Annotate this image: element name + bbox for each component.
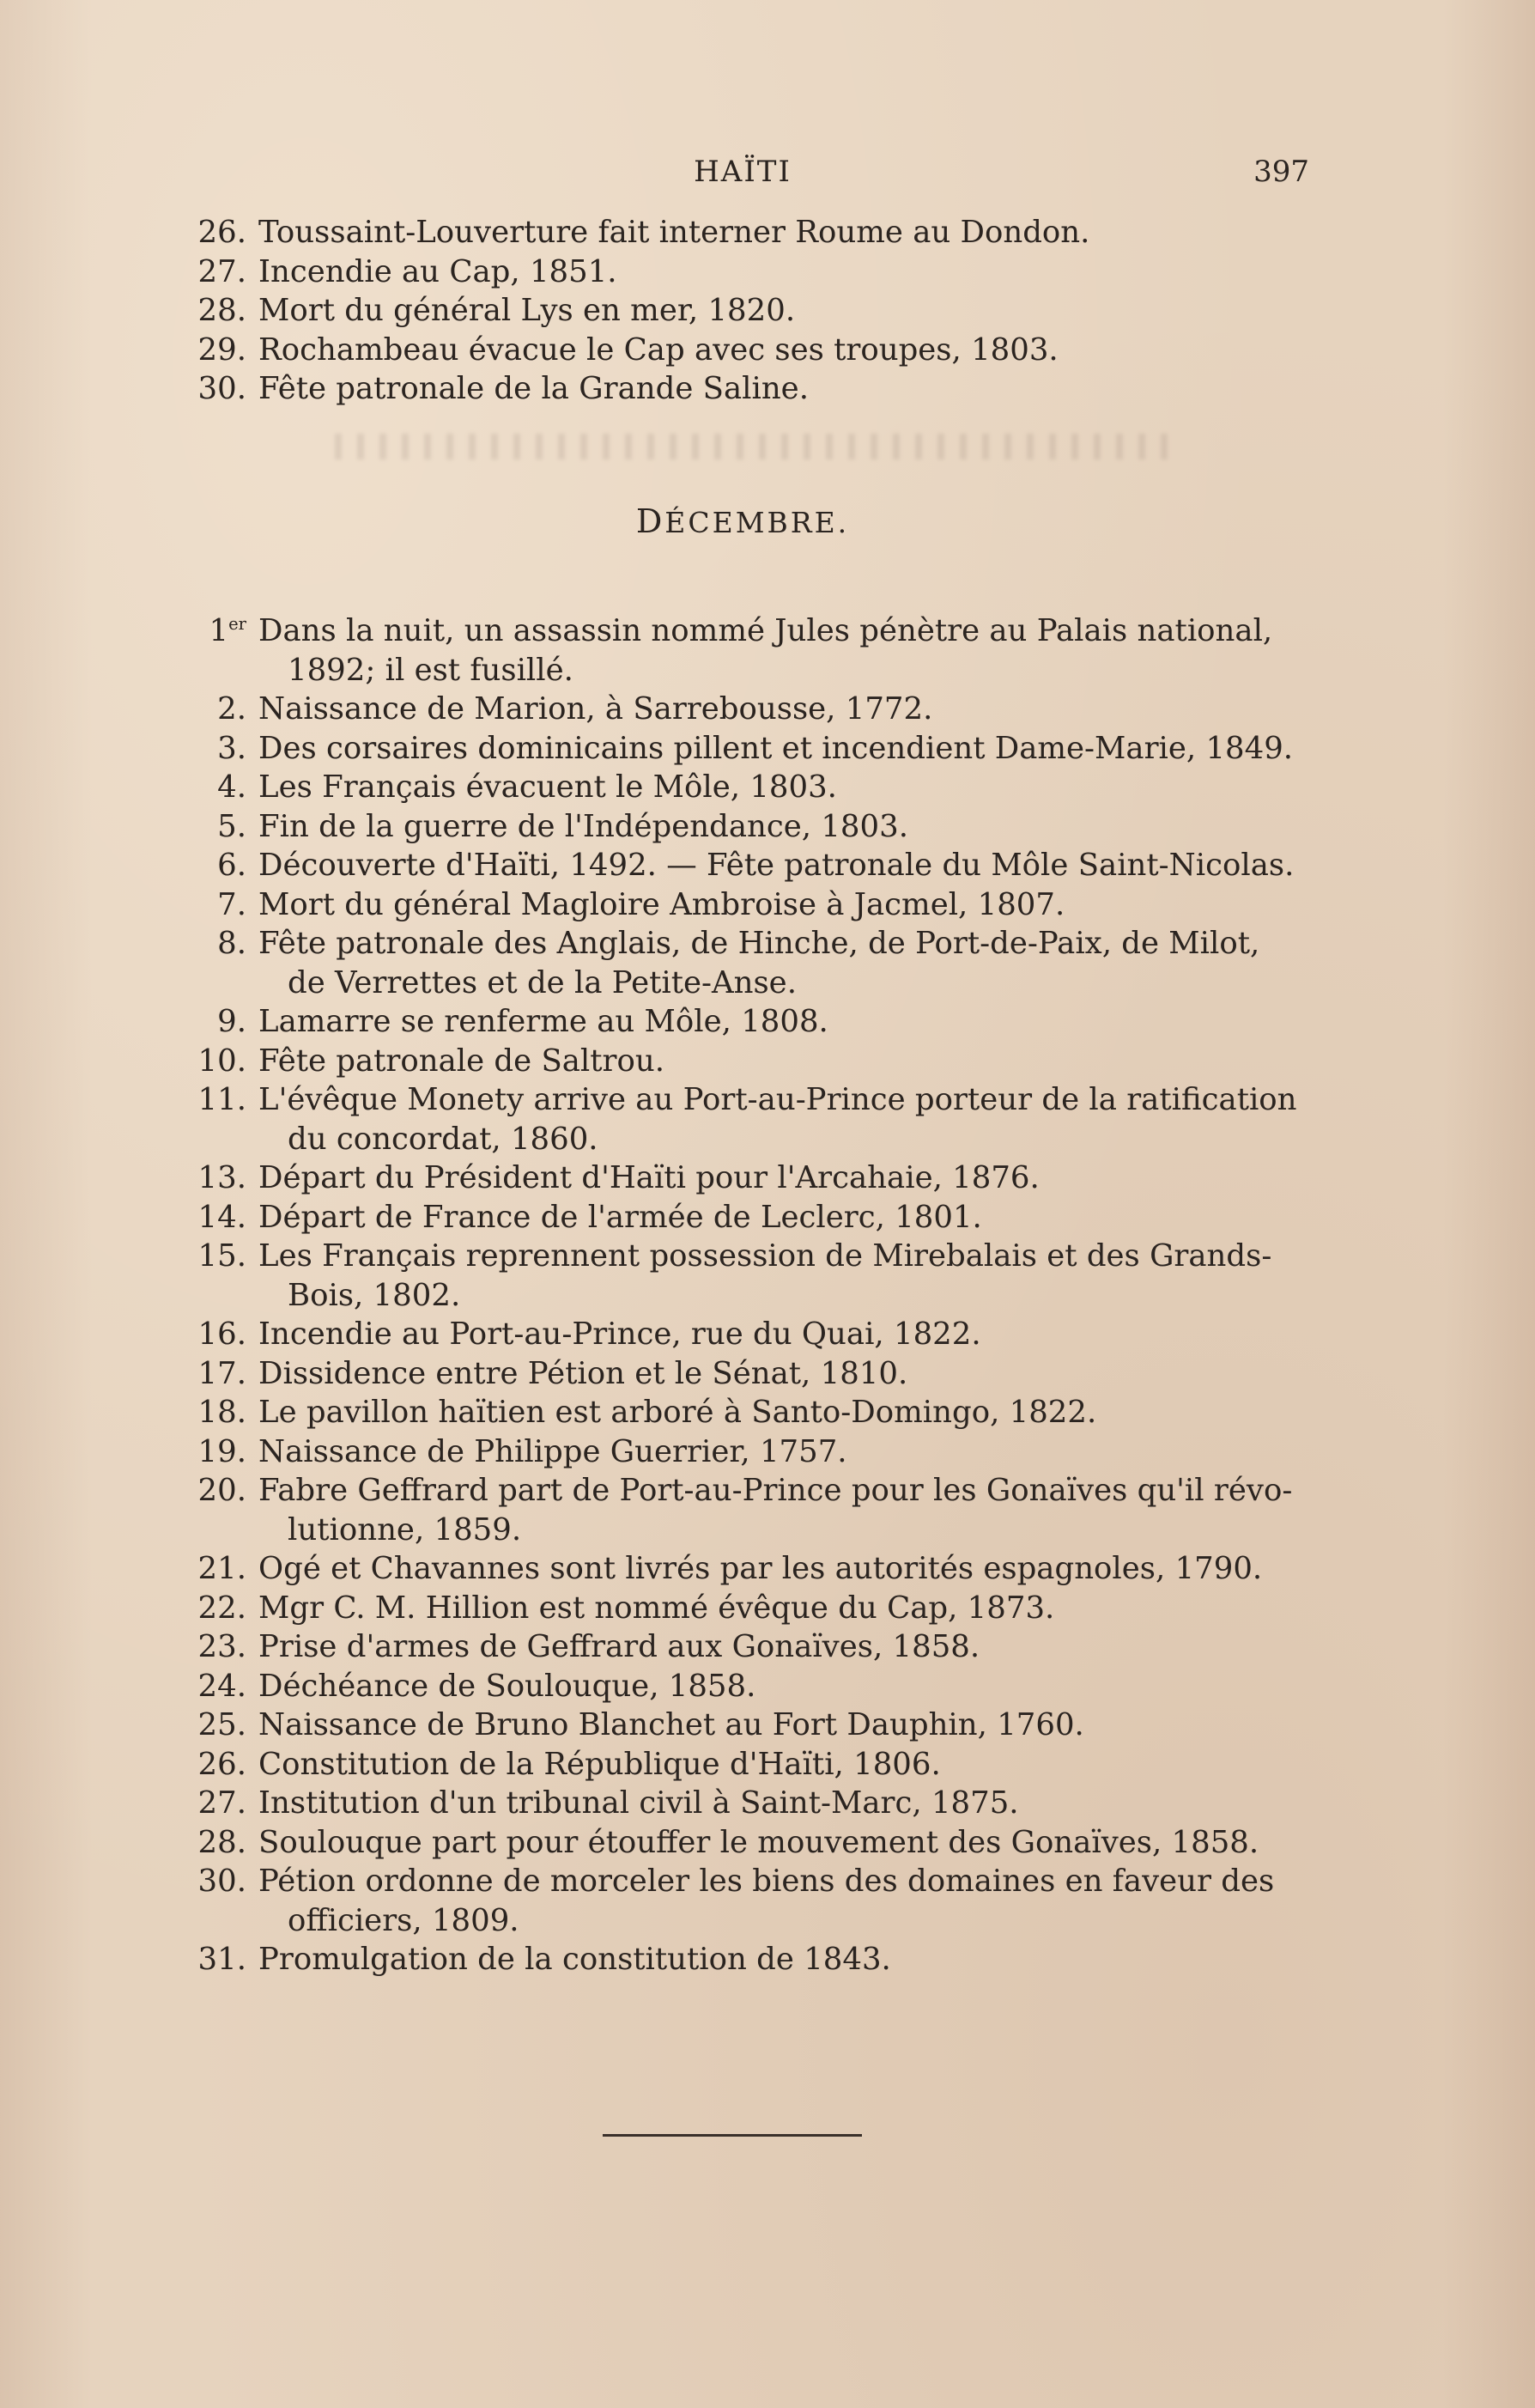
entry-text <box>258 1862 1309 1940</box>
entry-text: Institution d'un tribunal civil à Saint-Marc, 1875. <box>258 1785 1019 1821</box>
list-item <box>176 1745 1309 1785</box>
entry-text: Mort du général Lys en mer, 1820. <box>258 293 796 328</box>
entry-text: Mgr C. M. Hillion est nommé évêque du Cap, 1873. <box>258 1590 1055 1626</box>
show-through-smudge <box>335 434 1176 459</box>
entry-line-continued: officiers, 1809. <box>288 1902 519 1938</box>
list-item <box>176 1432 1309 1472</box>
entry-day: 25. <box>197 1707 246 1742</box>
entry-text: Déchéance de Soulouque, 1858. <box>258 1668 756 1704</box>
entry-text <box>258 611 1309 690</box>
list-item <box>176 331 1309 370</box>
section-end-rule <box>603 2134 862 2137</box>
heading-rest: ÉCEMBRE. <box>664 506 850 539</box>
entry-line: Pétion ordonne de morceler les biens des domaines en faveur des <box>258 1864 1275 1899</box>
list-item <box>176 1823 1309 1863</box>
entry-text: Fête patronale de la Grande Saline. <box>258 371 809 406</box>
running-title: HAÏTI <box>694 155 792 189</box>
entry-day: 22. <box>197 1590 246 1626</box>
entry-text <box>258 924 1309 1002</box>
list-item <box>176 1393 1309 1432</box>
entry-day: 7. <box>217 886 246 922</box>
entry-day: 6. <box>217 848 246 883</box>
entry-day: 17. <box>197 1355 246 1391</box>
list-item <box>176 729 1309 769</box>
entry-text: Mort du général Magloire Ambroise à Jacmel, 1807. <box>258 886 1065 922</box>
list-item <box>176 1667 1309 1706</box>
entry-text: Naissance de Philippe Guerrier, 1757. <box>258 1433 847 1469</box>
list-item <box>176 690 1309 729</box>
entry-day: 19. <box>197 1433 246 1469</box>
entry-day: 24. <box>197 1668 246 1704</box>
list-item <box>176 611 1309 690</box>
entry-day: 30. <box>197 1864 246 1899</box>
entry-line: Fabre Geffrard part de Port-au-Prince pour les Gonaïves qu'il révo- <box>258 1473 1293 1508</box>
heading-initial: D <box>635 502 665 540</box>
entry-line-continued: Bois, 1802. <box>288 1277 461 1313</box>
entry-day-suffix: er <box>228 614 246 635</box>
entry-day: 27. <box>197 1785 246 1821</box>
entry-text: Toussaint-Louverture fait interner Roume au Dondon. <box>258 215 1090 250</box>
list-item <box>176 807 1309 847</box>
entry-day: 28. <box>197 1824 246 1860</box>
entry-day: 18. <box>197 1395 246 1430</box>
list-item <box>176 369 1309 409</box>
entry-text: Découverte d'Haïti, 1492. — Fête patronale du Môle Saint-Nicolas. <box>258 848 1295 883</box>
list-item <box>176 1589 1309 1628</box>
entry-day: 16. <box>197 1316 246 1352</box>
entry-day: 4. <box>217 769 246 805</box>
list-item <box>176 1627 1309 1667</box>
entry-day: 15. <box>197 1238 246 1274</box>
entry-day: 29. <box>197 331 246 368</box>
list-item <box>176 1198 1309 1237</box>
entry-day: 11. <box>197 1082 246 1117</box>
entry-day: 31. <box>197 1942 246 1977</box>
list-item <box>176 885 1309 925</box>
list-item <box>176 1354 1309 1394</box>
entry-text: Incendie au Port-au-Prince, rue du Quai, 1822. <box>258 1316 981 1352</box>
entry-day: 26. <box>197 215 246 250</box>
entry-text <box>258 1471 1309 1549</box>
list-item <box>176 1080 1309 1158</box>
list-item <box>176 1940 1309 1979</box>
entry-day: 14. <box>197 1199 246 1235</box>
list-item <box>176 252 1309 292</box>
entry-text: Incendie au Cap, 1851. <box>258 253 617 289</box>
entry-text: Lamarre se renferme au Môle, 1808. <box>258 1004 828 1039</box>
entry-text: Des corsaires dominicains pillent et incendient Dame-Marie, 1849. <box>258 730 1294 766</box>
entry-text: Prise d'armes de Geffrard aux Gonaïves, 1858. <box>258 1629 980 1664</box>
entry-day: 13. <box>197 1160 246 1195</box>
section-heading-december <box>176 502 1309 540</box>
entry-day: 26. <box>197 1746 246 1782</box>
entry-day: 9. <box>217 1004 246 1039</box>
entry-day: 2. <box>217 691 246 727</box>
entry-text: Soulouque part pour étouffer le mouvement des Gonaïves, 1858. <box>258 1824 1259 1860</box>
entry-day: 3. <box>217 730 246 766</box>
entry-day <box>176 611 258 651</box>
entry-day: 8. <box>217 926 246 961</box>
entry-text: Dissidence entre Pétion et le Sénat, 1810. <box>258 1355 908 1391</box>
entry-text: Promulgation de la constitution de 1843. <box>258 1942 891 1977</box>
entry-day: 27. <box>197 253 246 289</box>
entry-text: Rochambeau évacue le Cap avec ses troupes, 1803. <box>258 331 1059 368</box>
entry-text: Départ du Président d'Haïti pour l'Arcahaie, 1876. <box>258 1160 1040 1195</box>
entry-day: 10. <box>197 1043 246 1079</box>
entry-text <box>258 1080 1309 1158</box>
entry-day: 30. <box>197 371 246 406</box>
list-item <box>176 1784 1309 1823</box>
list-item <box>176 1002 1309 1042</box>
entry-text: Ogé et Chavannes sont livrés par les autorités espagnoles, 1790. <box>258 1551 1263 1586</box>
entry-day: 5. <box>217 808 246 844</box>
entry-line-continued: 1892; il est fusillé. <box>288 652 573 688</box>
list-item <box>176 768 1309 807</box>
list-item <box>176 846 1309 885</box>
list-item <box>176 1315 1309 1354</box>
entry-line-continued: de Verrettes et de la Petite-Anse. <box>288 964 797 1000</box>
list-item <box>176 1862 1309 1940</box>
entry-text: Naissance de Marion, à Sarrebousse, 1772. <box>258 691 933 727</box>
list-item <box>176 924 1309 1002</box>
entry-line-continued: lutionne, 1859. <box>288 1511 522 1548</box>
entry-text: Le pavillon haïtien est arboré à Santo-Domingo, 1822. <box>258 1395 1097 1430</box>
list-item <box>176 291 1309 331</box>
list-item <box>176 1549 1309 1589</box>
entry-day: 21. <box>197 1551 246 1586</box>
entry-text: Fin de la guerre de l'Indépendance, 1803. <box>258 808 908 844</box>
entry-day-number: 1 <box>209 613 229 648</box>
entry-day: 20. <box>197 1473 246 1508</box>
list-item <box>176 1158 1309 1198</box>
entry-line: Fête patronale des Anglais, de Hinche, de Port-de-Paix, de Milot, <box>258 926 1260 961</box>
list-item <box>176 1706 1309 1745</box>
page-number: 397 <box>1253 155 1309 189</box>
list-item <box>176 1471 1309 1549</box>
running-header <box>176 155 1309 198</box>
entry-line: Dans la nuit, un assassin nommé Jules pénètre au Palais national, <box>258 613 1273 648</box>
list-item <box>176 1042 1309 1081</box>
list-item <box>176 1237 1309 1315</box>
entry-text: Les Français évacuent le Môle, 1803. <box>258 769 837 805</box>
entry-text <box>258 1237 1309 1315</box>
list-item <box>176 213 1309 252</box>
entry-text: Naissance de Bruno Blanchet au Fort Dauphin, 1760. <box>258 1707 1084 1742</box>
december-entries <box>176 611 1309 1979</box>
entry-day: 23. <box>197 1629 246 1664</box>
entry-text: Constitution de la République d'Haïti, 1806. <box>258 1746 941 1782</box>
entry-text: Départ de France de l'armée de Leclerc, 1801. <box>258 1199 982 1235</box>
entry-line: Les Français reprennent possession de Mirebalais et des Grands- <box>258 1238 1272 1274</box>
entry-line-continued: du concordat, 1860. <box>288 1121 598 1157</box>
entry-line: L'évêque Monety arrive au Port-au-Prince porteur de la ratification <box>258 1082 1297 1117</box>
november-entries <box>176 213 1309 409</box>
entry-day: 28. <box>197 293 246 328</box>
entry-text: Fête patronale de Saltrou. <box>258 1043 665 1079</box>
